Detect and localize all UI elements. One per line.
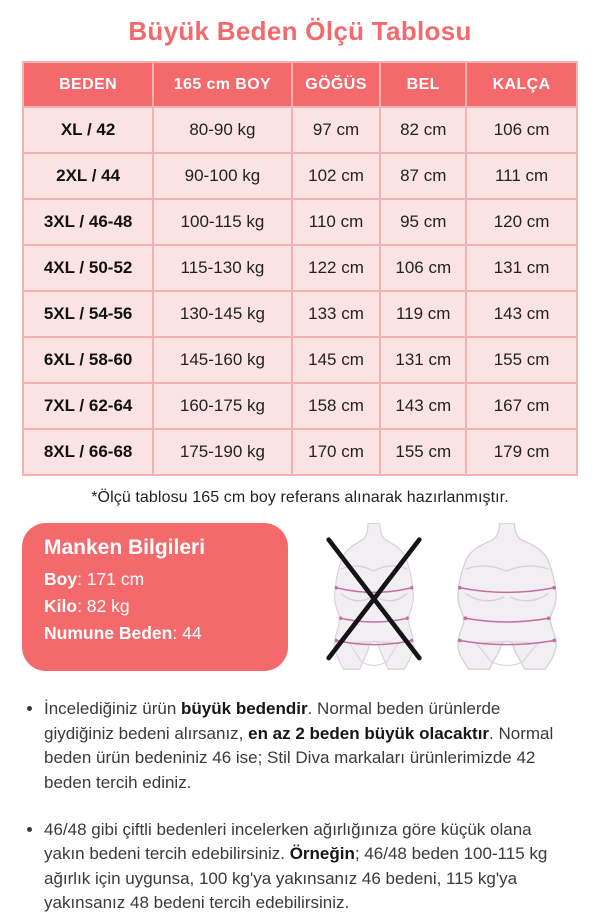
- model-height-value: : 171 cm: [77, 569, 145, 589]
- note-bold-text: büyük bedendir: [181, 699, 308, 718]
- size-cell: 7XL / 62-64: [23, 383, 153, 429]
- note-text: ; 46/48 beden 100-115 kg ağırlık için uygunsa, 100 kg'ya yakınsanız 46 bedeni, 115 kg'ya yakınsanız 48 bedeni tercih edebilirsiniz.: [44, 844, 548, 913]
- body-figures: [288, 523, 578, 671]
- note-text: İncelediğiniz ürün: [44, 699, 182, 718]
- size-cell: 4XL / 50-52: [23, 245, 153, 291]
- notes-list: [28, 697, 574, 916]
- model-sample-size-value: : 44: [172, 623, 202, 643]
- size-table-body: [23, 107, 577, 475]
- measurement-cell: 130-145 kg: [153, 291, 292, 337]
- header-bel: BEL: [380, 62, 466, 107]
- model-info-card: [22, 523, 288, 671]
- table-row: [23, 291, 577, 337]
- measurement-cell: 155 cm: [380, 429, 466, 475]
- measurement-cell: 145-160 kg: [153, 337, 292, 383]
- header-beden: BEDEN: [23, 62, 153, 107]
- size-table: [22, 61, 578, 476]
- model-height-label: Boy: [44, 569, 78, 589]
- model-weight-value: : 82 kg: [77, 596, 130, 616]
- size-cell: XL / 42: [23, 107, 153, 153]
- crossed-slim-body-icon: [312, 523, 436, 671]
- measurement-cell: 175-190 kg: [153, 429, 292, 475]
- model-info-section: [22, 523, 578, 671]
- plus-size-body-icon: [442, 523, 572, 671]
- measurement-cell: 106 cm: [466, 107, 577, 153]
- size-cell: 3XL / 46-48: [23, 199, 153, 245]
- model-weight-label: Kilo: [44, 596, 78, 616]
- note-item-sizing: [44, 697, 574, 796]
- model-sample-size-label: Numune Beden: [44, 623, 173, 643]
- measurement-cell: 143 cm: [466, 291, 577, 337]
- measurement-cell: 102 cm: [292, 153, 381, 199]
- header-boy: 165 cm BOY: [153, 62, 292, 107]
- model-sample-size-line: [44, 623, 266, 644]
- measurement-cell: 160-175 kg: [153, 383, 292, 429]
- note-text: 46/48 gibi çiftli bedenleri incelerken ağırlığınıza göre küçük olana yakın bedeni tercih edebilirsiniz.: [44, 819, 532, 864]
- measurement-cell: 80-90 kg: [153, 107, 292, 153]
- measurement-cell: 120 cm: [466, 199, 577, 245]
- table-row: [23, 429, 577, 475]
- measurement-cell: 106 cm: [380, 245, 466, 291]
- header-gogus: GÖĞÜS: [292, 62, 381, 107]
- measurement-cell: 110 cm: [292, 199, 381, 245]
- measurement-cell: 90-100 kg: [153, 153, 292, 199]
- table-footnote: *Ölçü tablosu 165 cm boy referans alınarak hazırlanmıştır.: [91, 489, 509, 506]
- measurement-cell: 143 cm: [380, 383, 466, 429]
- table-row: [23, 107, 577, 153]
- measurement-cell: 179 cm: [466, 429, 577, 475]
- table-header-row: [23, 62, 577, 107]
- size-cell: 5XL / 54-56: [23, 291, 153, 337]
- note-bold-text: Örneğin: [289, 844, 355, 864]
- measurement-cell: 111 cm: [466, 153, 577, 199]
- table-row: [23, 153, 577, 199]
- note-item-double-sizes: [44, 818, 574, 916]
- measurement-cell: 122 cm: [292, 245, 381, 291]
- measurement-cell: 95 cm: [380, 199, 466, 245]
- model-height-line: [44, 569, 266, 590]
- measurement-cell: 167 cm: [466, 383, 577, 429]
- measurement-cell: 170 cm: [292, 429, 381, 475]
- measurement-cell: 131 cm: [380, 337, 466, 383]
- measurement-cell: 82 cm: [380, 107, 466, 153]
- measurement-cell: 97 cm: [292, 107, 381, 153]
- table-row: [23, 199, 577, 245]
- measurement-cell: 119 cm: [380, 291, 466, 337]
- measurement-cell: 100-115 kg: [153, 199, 292, 245]
- measurement-cell: 87 cm: [380, 153, 466, 199]
- measurement-cell: 145 cm: [292, 337, 381, 383]
- measurement-cell: 155 cm: [466, 337, 577, 383]
- measurement-cell: 131 cm: [466, 245, 577, 291]
- table-row: [23, 337, 577, 383]
- model-info-title: Manken Bilgileri: [44, 536, 206, 559]
- size-cell: 2XL / 44: [23, 153, 153, 199]
- page-title: Büyük Beden Ölçü Tablosu: [128, 16, 472, 46]
- model-weight-line: [44, 596, 266, 617]
- measurement-cell: 115-130 kg: [153, 245, 292, 291]
- note-text: . Normal beden ürün bedeniniz 46 ise; Stil Diva markaları ürünlerimizde 42 beden tercih ediniz.: [44, 723, 554, 792]
- table-row: [23, 245, 577, 291]
- measurement-cell: 158 cm: [292, 383, 381, 429]
- table-row: [23, 383, 577, 429]
- measurement-cell: 133 cm: [292, 291, 381, 337]
- note-text: . Normal beden ürünlerde giydiğiniz bedeni alırsanız,: [44, 699, 501, 743]
- size-cell: 8XL / 66-68: [23, 429, 153, 475]
- header-kalca: KALÇA: [466, 62, 577, 107]
- note-bold-text: en az 2 beden büyük olacaktır: [248, 723, 490, 743]
- size-cell: 6XL / 58-60: [23, 337, 153, 383]
